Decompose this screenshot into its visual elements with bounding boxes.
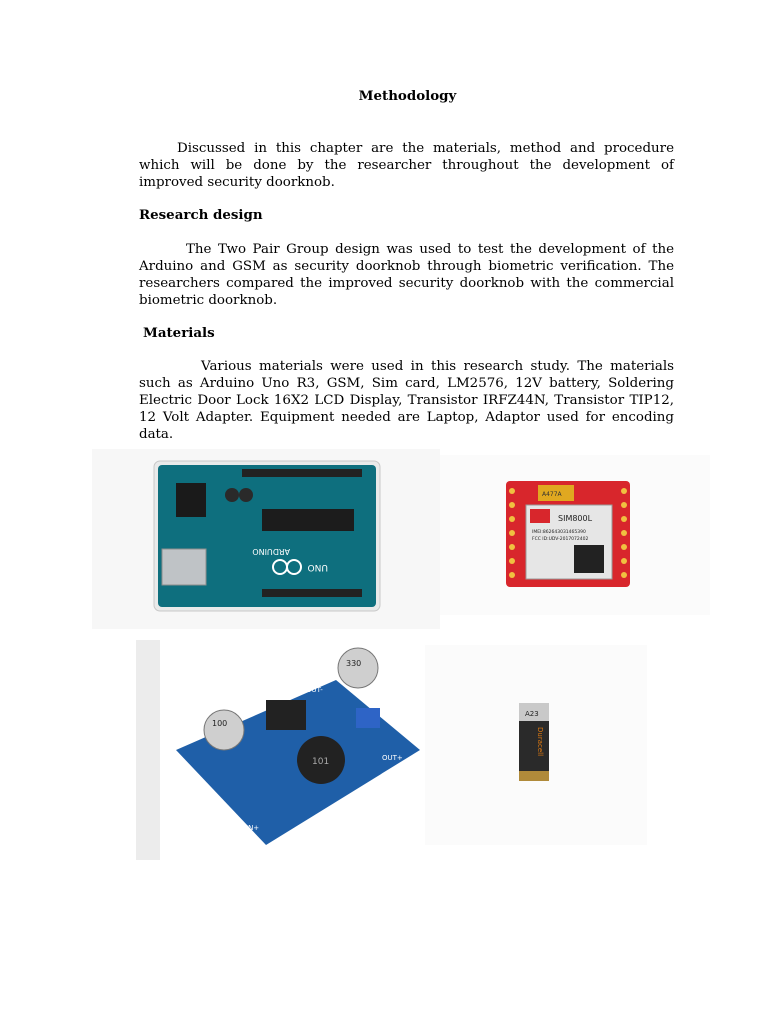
gsm-module-image <box>440 455 710 615</box>
section-heading-materials: Materials <box>143 325 215 341</box>
regulator-in-plus: IN+ <box>246 824 260 832</box>
intro-paragraph: Discussed in this chapter are the materials, method and procedure which will be done by the researcher throughout the development of improved security doorknob. <box>139 141 674 190</box>
gsm-imei-text: IMEI:862643031465390 <box>532 530 586 535</box>
battery-brand-text: Duracell <box>536 727 544 757</box>
research-design-paragraph: The Two Pair Group design was used to test the development of the Arduino and GSM as security doorknob through biometric verification. The researchers compared the improved security doorknob with the commercial biometric doorknob. <box>139 242 674 308</box>
gsm-cap-text: A477A <box>542 491 562 498</box>
battery-12v-image <box>425 645 647 845</box>
gsm-fcc-text: FCC ID:UDV-2017072402 <box>532 537 589 542</box>
arduino-brand-text: ARDUINO <box>252 547 290 556</box>
regulator-cap2-text: 330 <box>346 659 362 668</box>
regulator-cap1-text: 100 <box>212 719 228 728</box>
arduino-uno-image <box>92 449 440 629</box>
arduino-board-text: UNO <box>307 562 328 572</box>
page-title: Methodology <box>358 88 457 104</box>
gsm-chip-label: SIM800L <box>558 514 593 523</box>
section-heading-research-design: Research design <box>139 207 263 223</box>
battery-model-text: A23 <box>525 710 539 718</box>
materials-paragraph: Various materials were used in this research study. The materials such as Arduino Uno R3, GSM, Sim card, LM2576, 12V battery, Soldering Electric Door Lock 16X2 LCD Display, Transistor IRFZ44N, Transistor TIP12, 12 Volt Adapter. Equipment needed are Laptop, Adaptor used for encoding data. <box>139 359 674 442</box>
regulator-out-minus: OUT- <box>306 686 323 694</box>
regulator-coil-text: 101 <box>312 757 330 767</box>
regulator-out-plus: OUT+ <box>382 754 403 762</box>
lm2576-regulator-image <box>136 640 420 860</box>
